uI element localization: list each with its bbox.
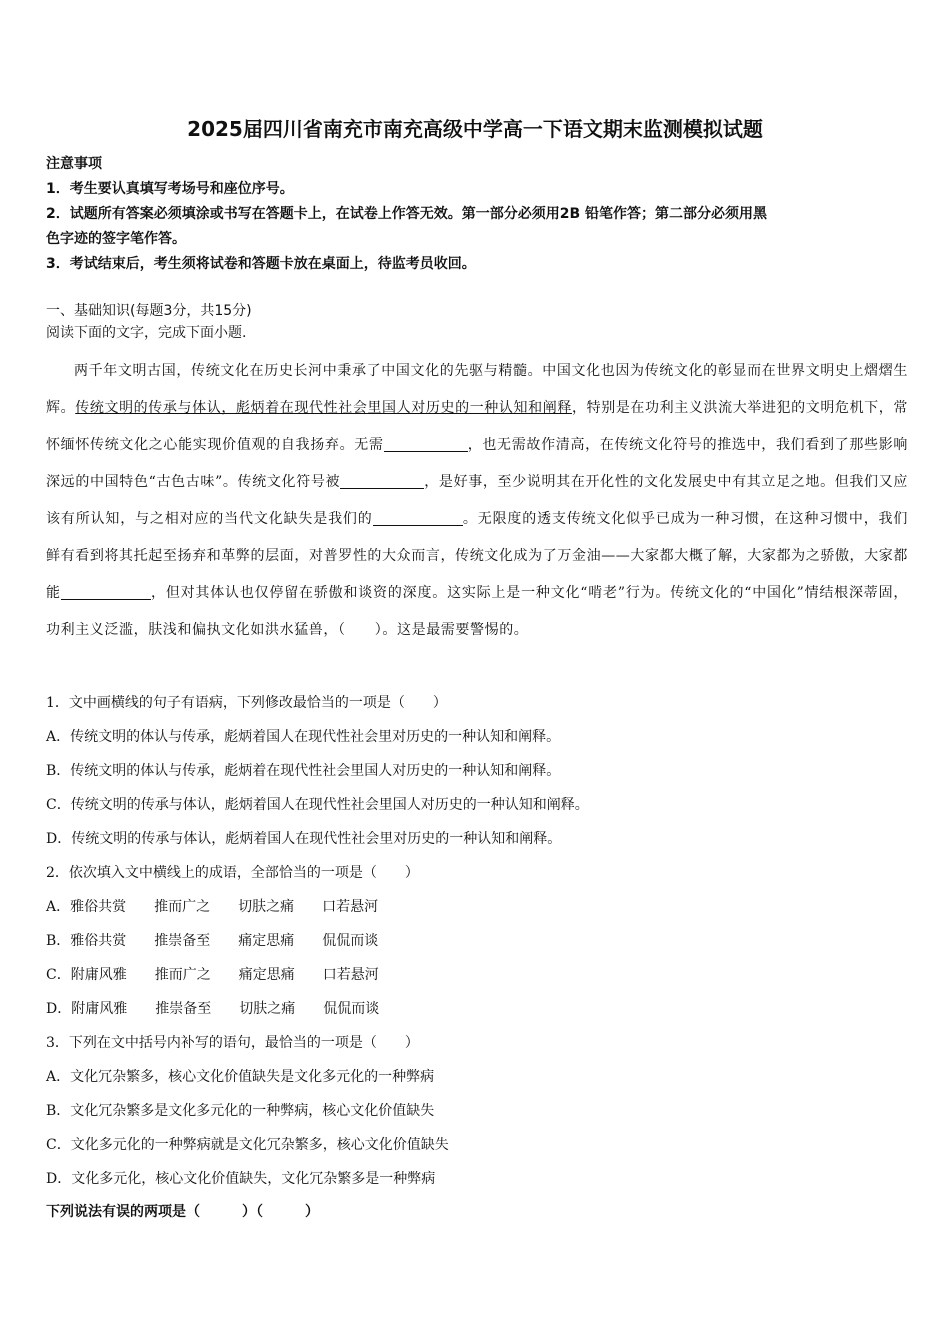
- answer-option: C．文化多元化的一种弊病就是文化冗杂繁多，核心文化价值缺失: [46, 1137, 449, 1153]
- passage-text: 两千年文明古国，传统文化在历史长河中秉承了中国文化的先驱与精髓。中国文化也因为传统文化的彰显而在世界文明史上熠熠生辉。: [46, 363, 908, 416]
- answer-option: A．传统文明的体认与传承，彪炳着国人在现代性社会里对历史的一种认知和阐释。: [46, 729, 561, 745]
- underlined-sentence: 传统文明的传承与体认，彪炳着在现代性社会里国人对历史的一种认知和阐释: [75, 400, 572, 416]
- note-item: 2．试题所有答案必须填涂或书写在答题卡上，在试卷上作答无效。第一部分必须用2B 铅笔作答；第二部分必须用黑: [46, 206, 768, 222]
- answer-option: B．传统文明的体认与传承，彪炳着在现代性社会里国人对历史的一种认知和阐释。: [46, 763, 561, 779]
- note-item: 1．考生要认真填写考场号和座位序号。: [46, 181, 294, 197]
- answer-option: B．雅俗共赏 推崇备至 痛定思痛 侃侃而谈: [46, 933, 379, 949]
- section-heading-block: [46, 300, 908, 344]
- questions-block: [46, 686, 908, 1196]
- answer-option: D．文化多元化，核心文化价值缺失，文化冗杂繁多是一种弊病: [46, 1171, 436, 1187]
- reading-passage: [46, 353, 908, 649]
- answer-option: A．文化冗杂繁多，核心文化价值缺失是文化多元化的一种弊病: [46, 1069, 435, 1085]
- answer-option: A．雅俗共赏 推而广之 切肤之痛 口若悬河: [46, 899, 379, 915]
- fill-blank-4: [61, 583, 151, 600]
- question-stem: 1．文中画横线的句子有语病，下列修改最恰当的一项是（ ）: [46, 695, 447, 711]
- page-title: 2025届四川省南充市南充高级中学高一下语文期末监测模拟试题: [187, 117, 763, 141]
- note-item: 色字迹的签字笔作答。: [46, 231, 186, 247]
- section-heading: 一、基础知识(每题3分，共15分): [46, 303, 252, 319]
- passage-paragraph: [46, 353, 908, 649]
- notes-block: [46, 152, 908, 277]
- answer-option: D．附庸风雅 推崇备至 切肤之痛 侃侃而谈: [46, 1001, 380, 1017]
- answer-option: D．传统文明的传承与体认，彪炳着国人在现代性社会里对历史的一种认知和阐释。: [46, 831, 562, 847]
- notes-heading: 注意事项: [46, 156, 102, 172]
- answer-option: C．传统文明的传承与体认，彪炳着国人在现代性社会里国人对历史的一种认知和阐释。: [46, 797, 589, 813]
- passage-text: 。无限度的透支传统文化似乎已成为一种习惯，在这种习惯中，我们鲜有看到将其托起至扬弃和革弊的层面，对普罗性的大众而言，传统文化成为了万金油——大家都大概了解，大家都为之骄傲，大家都能: [46, 511, 909, 601]
- fill-blank-3: [373, 509, 463, 526]
- passage-text: ，特别是在功利主义洪流大举进犯的文明危机下，常怀缅怀传统文化之心能实现价值观的自我扬弃。无需: [46, 400, 909, 453]
- fill-blank-2: [340, 472, 424, 489]
- question-stem-bold: 下列说法有误的两项是（ ）（ ）: [46, 1204, 319, 1220]
- question-stem: 3．下列在文中括号内补写的语句，最恰当的一项是（ ）: [46, 1035, 419, 1051]
- fill-blank-1: [384, 435, 468, 452]
- passage-text: ，也无需故作清高，在传统文化符号的推选中，我们看到了那些影响深远的中国特色“古色古味”。传统文化符号被: [46, 437, 908, 490]
- section-intro: 阅读下面的文字，完成下面小题.: [46, 325, 247, 341]
- passage-text: ，但对其体认也仅停留在骄傲和谈资的深度。这实际上是一种文化“啃老”行为。传统文化的“中国化”情结根深蒂固，功利主义泛滥，肤浅和偏执文化如洪水猛兽，（ ）。这是最需要警惕的。: [46, 585, 908, 638]
- answer-option: B．文化冗杂繁多是文化多元化的一种弊病，核心文化价值缺失: [46, 1103, 435, 1119]
- question-stem: 2．依次填入文中横线上的成语，全部恰当的一项是（ ）: [46, 865, 419, 881]
- answer-option: C．附庸风雅 推而广之 痛定思痛 口若悬河: [46, 967, 379, 983]
- note-item: 3．考试结束后，考生须将试卷和答题卡放在桌面上，待监考员收回。: [46, 256, 476, 272]
- passage-text: ，是好事，至少说明其在开化性的文化发展史中有其立足之地。但我们又应该有所认知，与之相对应的当代文化缺失是我们的: [46, 474, 908, 527]
